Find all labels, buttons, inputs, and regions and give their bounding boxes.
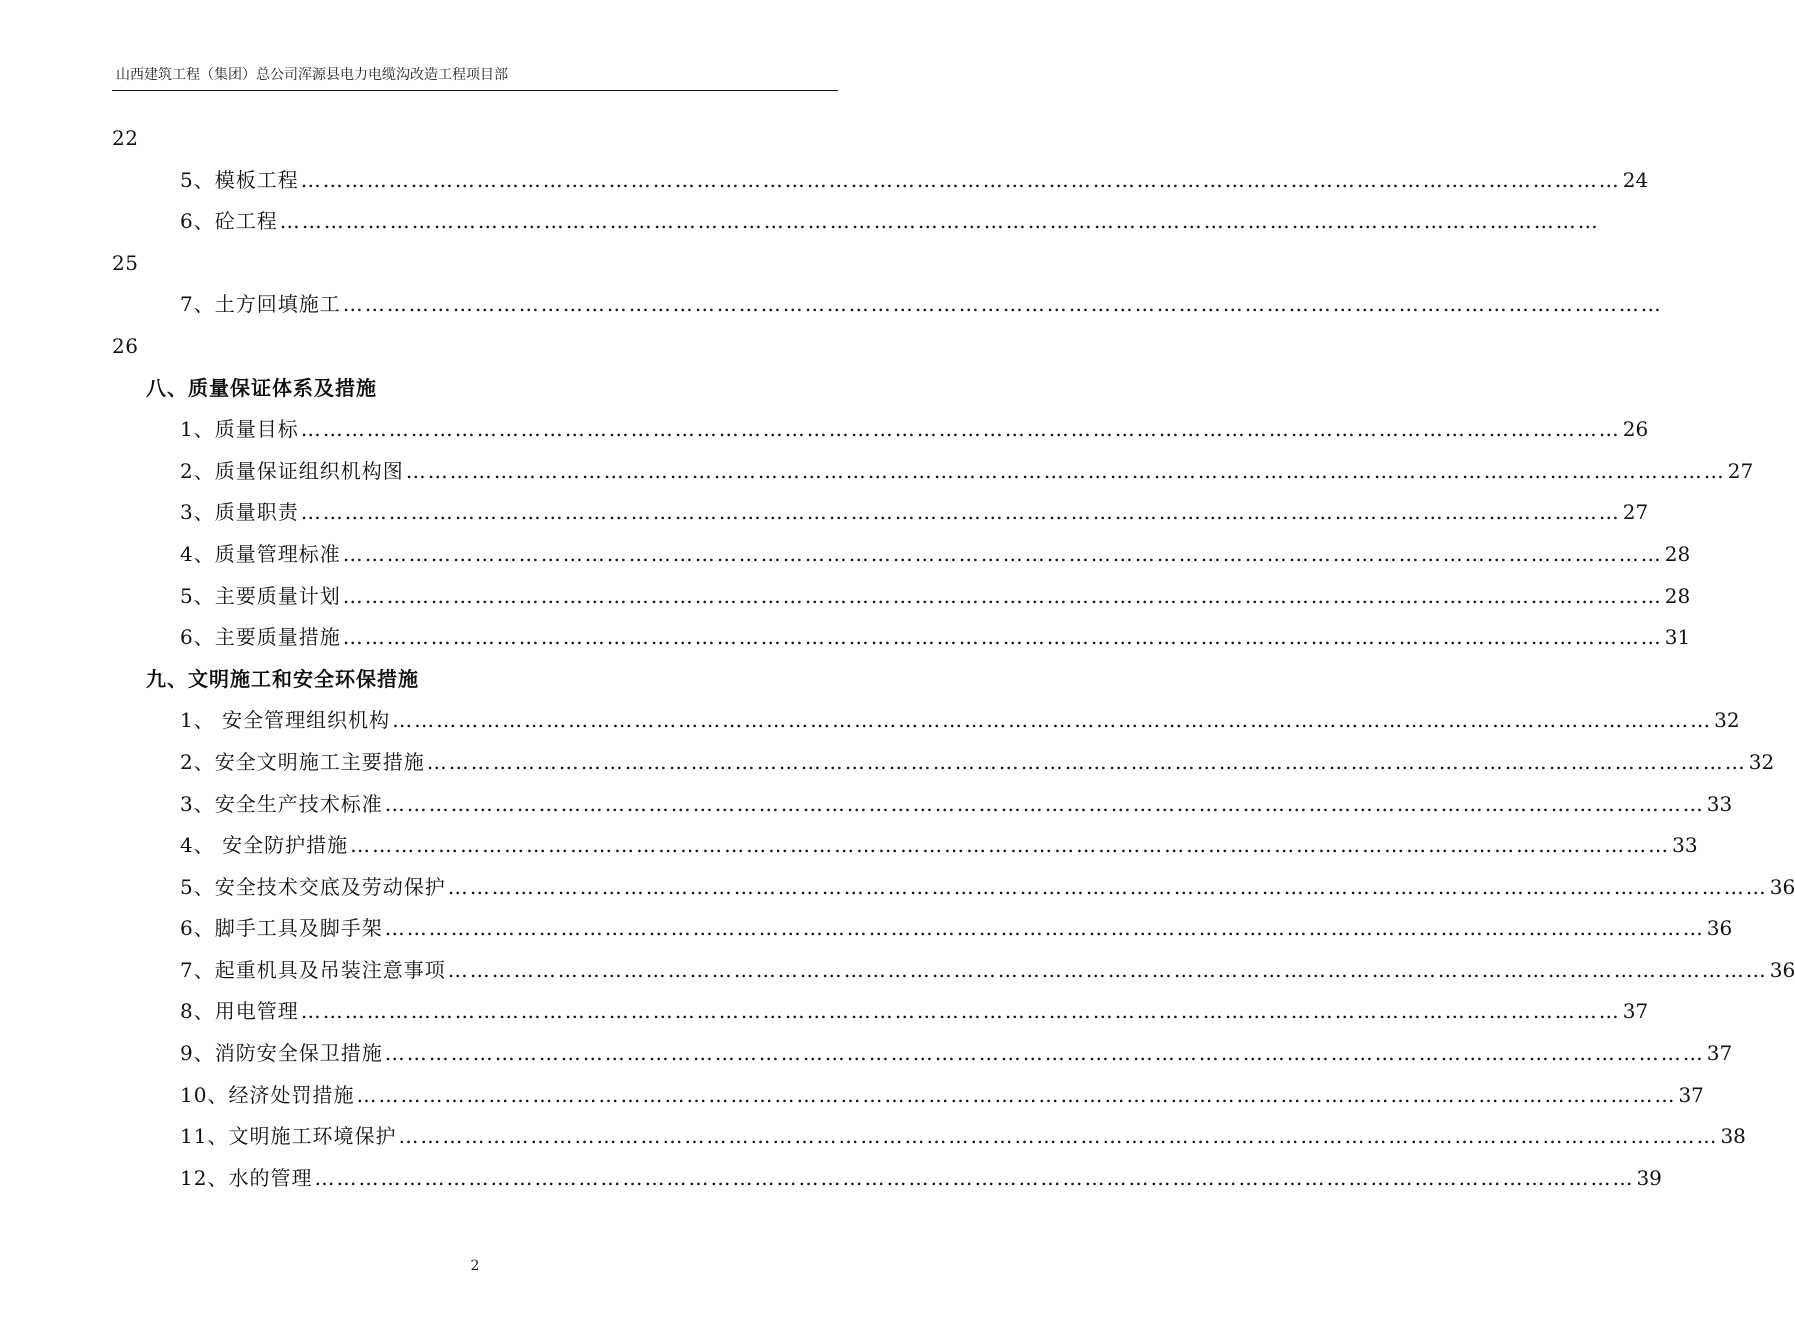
toc-line — [0, 700, 1740, 742]
toc-leader-dots: ……………………………………………………………………………………………………………………………………………………………… — [405, 458, 1726, 483]
toc-section-heading[interactable]: 八、质量保证体系及措施 — [146, 375, 377, 400]
toc-entry-page: 36 — [1769, 874, 1795, 899]
toc-line — [0, 1116, 1746, 1158]
toc-entry-page: 27 — [1622, 500, 1649, 525]
toc-entry-page: 28 — [1664, 583, 1691, 608]
toc-leader-dots: ……………………………………………………………………………………………………………………………………………………………… — [350, 833, 1671, 858]
toc-entry-page: 24 — [1622, 167, 1649, 192]
toc-entry-label: 5、主要质量计划 — [180, 583, 341, 608]
toc-entry[interactable] — [180, 1033, 1733, 1075]
toc-entry-label: 7、土方回填施工 — [180, 292, 341, 317]
toc-line — [0, 1158, 1662, 1200]
toc-entry-concrete[interactable] — [180, 201, 1600, 243]
toc-leader-dots: ……………………………………………………………………………………………………………………………………………………………… — [342, 292, 1663, 317]
toc-leader-dots: ……………………………………………………………………………………………………………………………………………………………… — [392, 708, 1713, 733]
toc-entry[interactable] — [180, 576, 1691, 618]
toc-entry-page: 32 — [1714, 708, 1740, 733]
page-number: 2 — [470, 1258, 480, 1274]
toc-line — [0, 950, 1795, 992]
toc-leader-dots: ……………………………………………………………………………………………………………………………………………………………… — [342, 625, 1663, 650]
page-header: 山西建筑工程（集团）总公司浑源县电力电缆沟改造工程项目部 — [116, 67, 508, 83]
toc-leader-dots: ……………………………………………………………………………………………………………………………………………………………… — [279, 209, 1600, 234]
toc-entry-label: 3、安全生产技术标准 — [180, 791, 383, 816]
toc-leader-dots: ……………………………………………………………………………………………………………………………………………………………… — [384, 791, 1705, 816]
toc-line — [0, 742, 1775, 784]
toc-entry-label: 5、安全技术交底及劳动保护 — [180, 874, 446, 899]
toc-entry-label: 4、 安全防护措施 — [180, 833, 349, 858]
toc-entry-page: 36 — [1769, 957, 1795, 982]
toc-leader-dots: ……………………………………………………………………………………………………………………………………………………………… — [384, 1041, 1705, 1066]
toc-entry-label: 11、文明施工环境保护 — [180, 1124, 397, 1149]
toc-line — [0, 784, 1733, 826]
toc-leader-dots: ……………………………………………………………………………………………………………………………………………………………… — [342, 541, 1663, 566]
toc-line — [0, 576, 1691, 618]
toc-entry[interactable] — [180, 1116, 1746, 1158]
toc-entry-page: 33 — [1706, 791, 1733, 816]
toc-entry-page: 31 — [1664, 625, 1691, 650]
toc-entry-label: 6、脚手工具及脚手架 — [180, 916, 383, 941]
toc-line — [0, 451, 1754, 493]
toc-entry[interactable] — [180, 1158, 1662, 1200]
toc-entry-page: 36 — [1706, 916, 1733, 941]
toc-entry-label: 5、模板工程 — [180, 167, 299, 192]
toc-entry-label: 8、用电管理 — [180, 999, 299, 1024]
toc-entry-label: 9、消防安全保卫措施 — [180, 1041, 383, 1066]
toc-entry-label: 2、质量保证组织机构图 — [180, 458, 404, 483]
toc-leader-dots: ……………………………………………………………………………………………………………………………………………………………… — [300, 167, 1621, 192]
toc-leader-dots: ……………………………………………………………………………………………………………………………………………………………… — [342, 583, 1663, 608]
toc-line — [0, 534, 1691, 576]
toc-entry-label: 6、砼工程 — [180, 209, 278, 234]
toc-line — [0, 1033, 1733, 1075]
toc-leader-dots: ……………………………………………………………………………………………………………………………………………………………… — [314, 1165, 1635, 1190]
toc-entry[interactable] — [180, 950, 1795, 992]
toc-line — [0, 659, 950, 701]
toc-page-carryover: 22 — [112, 126, 139, 150]
toc-line — [0, 201, 1600, 243]
toc-entry[interactable] — [180, 1075, 1704, 1117]
toc-entry[interactable] — [180, 534, 1691, 576]
toc-line — [0, 368, 950, 410]
toc-leader-dots: ……………………………………………………………………………………………………………………………………………………………… — [300, 500, 1621, 525]
toc-entry[interactable] — [180, 908, 1733, 950]
toc-entry-label: 6、主要质量措施 — [180, 625, 341, 650]
toc-entry-page: 39 — [1636, 1165, 1662, 1190]
toc-leader-dots: ……………………………………………………………………………………………………………………………………………………………… — [356, 1082, 1677, 1107]
toc-line — [0, 492, 1649, 534]
toc-leader-dots: ……………………………………………………………………………………………………………………………………………………………… — [300, 417, 1621, 442]
toc-entry[interactable] — [180, 742, 1775, 784]
toc-leader-dots: ……………………………………………………………………………………………………………………………………………………………… — [300, 999, 1621, 1024]
toc-entry[interactable] — [180, 825, 1698, 867]
toc-entry-page: 32 — [1748, 749, 1775, 774]
toc-entry[interactable] — [180, 409, 1649, 451]
toc-entry-backfill[interactable] — [180, 284, 1663, 326]
toc-entry-label: 2、安全文明施工主要措施 — [180, 749, 425, 774]
table-of-contents — [0, 118, 1795, 1199]
toc-leader-dots: ……………………………………………………………………………………………………………………………………………………………… — [447, 874, 1768, 899]
toc-leader-dots: ……………………………………………………………………………………………………………………………………………………………… — [384, 916, 1705, 941]
toc-line — [0, 118, 950, 160]
toc-entry[interactable] — [180, 700, 1740, 742]
toc-entry[interactable] — [180, 867, 1795, 909]
toc-entry-label: 12、水的管理 — [180, 1165, 313, 1190]
toc-entry[interactable] — [180, 784, 1733, 826]
toc-entry-page: 38 — [1720, 1124, 1746, 1149]
toc-entry-page: 33 — [1672, 833, 1698, 858]
header-rule — [112, 90, 838, 91]
toc-entry-label: 7、起重机具及吊装注意事项 — [180, 957, 446, 982]
toc-line — [0, 867, 1795, 909]
toc-entry-page: 28 — [1664, 541, 1691, 566]
toc-entry-page: 37 — [1706, 1041, 1733, 1066]
toc-entry-label: 1、 安全管理组织机构 — [180, 708, 391, 733]
toc-line — [0, 617, 1691, 659]
toc-entry-page: 37 — [1622, 999, 1649, 1024]
toc-line — [0, 409, 1649, 451]
toc-line — [0, 284, 1663, 326]
toc-line — [0, 991, 1649, 1033]
toc-page-carryover: 25 — [112, 250, 139, 275]
toc-entry-page: 26 — [1622, 417, 1649, 442]
toc-line — [0, 160, 1649, 202]
toc-entry-label: 4、质量管理标准 — [180, 541, 341, 566]
toc-line — [0, 1075, 1704, 1117]
toc-entry-page: 27 — [1727, 458, 1754, 483]
toc-leader-dots: ……………………………………………………………………………………………………………………………………………………………… — [398, 1124, 1719, 1149]
toc-leader-dots: ……………………………………………………………………………………………………………………………………………………………… — [447, 957, 1768, 982]
toc-line — [0, 908, 1733, 950]
toc-entry-label: 1、质量目标 — [180, 417, 299, 442]
toc-section-heading[interactable]: 九、文明施工和安全环保措施 — [146, 666, 419, 691]
toc-entry[interactable] — [180, 617, 1691, 659]
toc-entry-label: 10、经济处罚措施 — [180, 1082, 355, 1107]
toc-page-carryover: 26 — [112, 333, 139, 358]
toc-entry[interactable] — [180, 492, 1649, 534]
toc-entry-formwork[interactable] — [180, 160, 1649, 202]
toc-entry[interactable] — [180, 451, 1754, 493]
toc-line — [0, 825, 1698, 867]
toc-entry[interactable] — [180, 991, 1649, 1033]
toc-line — [0, 326, 950, 368]
toc-line — [0, 243, 950, 285]
toc-entry-label: 3、质量职责 — [180, 500, 299, 525]
toc-entry-page: 37 — [1678, 1082, 1704, 1107]
toc-leader-dots: ……………………………………………………………………………………………………………………………………………………………… — [426, 749, 1747, 774]
